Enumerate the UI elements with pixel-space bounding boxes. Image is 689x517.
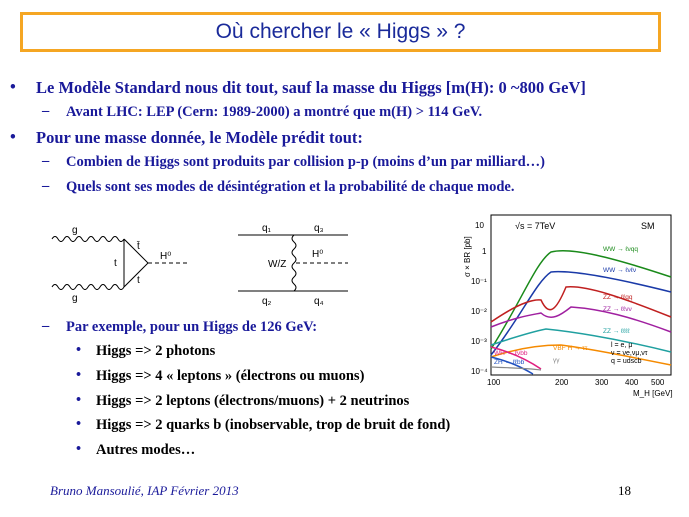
channel-zz-llqq: ZZ → ℓℓqq bbox=[603, 294, 633, 301]
xtick-400: 400 bbox=[625, 378, 639, 387]
ytick-1e-2: 10⁻² bbox=[471, 307, 487, 316]
label-q3: q₃ bbox=[314, 223, 324, 234]
label-tbar: t̄ bbox=[137, 241, 140, 252]
slide-title: Où chercher le « Higgs » ? bbox=[215, 20, 466, 43]
plot-sm: SM bbox=[641, 221, 655, 231]
legend-q: q = udscb bbox=[611, 358, 642, 365]
bullet-example: Par exemple, pour un Higgs de 126 GeV: bbox=[66, 319, 318, 335]
bullet-dot: • bbox=[10, 77, 16, 96]
channel-zh-llbb: ZH → ℓℓbb bbox=[494, 359, 525, 366]
channel-vbf-tautau: VBF H → ττ bbox=[553, 345, 588, 352]
bullet-model-predicts: Pour une masse donnée, le Modèle prédit tout: bbox=[36, 128, 363, 147]
label-q2: q₂ bbox=[262, 296, 272, 306]
label-h0-vbf: H⁰ bbox=[312, 249, 324, 260]
bullet-dot: • bbox=[76, 392, 82, 408]
ytick-1e-4: 10⁻⁴ bbox=[471, 367, 488, 376]
bullet-2-leptons-neutrinos: Higgs => 2 leptons (électrons/muons) + 2 neutrinos bbox=[96, 393, 410, 409]
label-q1: q₁ bbox=[262, 223, 271, 234]
ytick-1e-3: 10⁻³ bbox=[471, 337, 487, 346]
bullet-dot: • bbox=[76, 416, 82, 432]
bullet-decay-modes: Quels sont ses modes de désintégration et la probabilité de chaque mode. bbox=[66, 179, 515, 195]
plot-sqrt-s: √s = 7TeV bbox=[515, 221, 556, 231]
label-g-bottom: g bbox=[72, 293, 78, 304]
bullet-dash: – bbox=[42, 318, 50, 334]
legend-nu: ν = νe,νμ,ντ bbox=[611, 350, 648, 357]
higgs-cross-section-plot bbox=[461, 207, 677, 400]
bullet-2-photons: Higgs => 2 photons bbox=[96, 343, 216, 359]
footer-author: Bruno Mansoulié, IAP Février 2013 bbox=[50, 483, 239, 498]
vbf-diagram bbox=[234, 222, 354, 306]
gluon-fusion-diagram bbox=[50, 222, 195, 304]
bullet-other-modes: Autres modes… bbox=[96, 442, 196, 458]
ytick-10: 10 bbox=[475, 221, 484, 230]
bullet-dash: – bbox=[42, 178, 50, 194]
bullet-higgs-mass: Le Modèle Standard nous dit tout, sauf la masse du Higgs [m(H): 0 ~800 GeV] bbox=[36, 78, 586, 97]
bullet-production: Combien de Higgs sont produits par collision p-p (moins d’un par milliard…) bbox=[66, 154, 545, 170]
bullet-lep: Avant LHC: LEP (Cern: 1989-2000) a montré que m(H) > 114 GeV. bbox=[66, 104, 483, 120]
bullet-2-b-quarks: Higgs => 2 quarks b (inobservable, trop de bruit de fond) bbox=[96, 417, 451, 433]
channel-zz-llll: ZZ → ℓℓℓℓ bbox=[603, 328, 630, 335]
xtick-500: 500 bbox=[651, 378, 665, 387]
label-g-top: g bbox=[72, 225, 78, 236]
plot-ylabel: σ × BR [pb] bbox=[463, 236, 472, 277]
bullet-4-leptons: Higgs => 4 « leptons » (électrons ou muons) bbox=[96, 368, 365, 384]
label-h0: H⁰ bbox=[160, 251, 172, 262]
bullet-dot: • bbox=[76, 367, 82, 383]
label-t-bottom: t bbox=[137, 275, 140, 286]
label-wz: W/Z bbox=[268, 259, 287, 270]
channel-zz-llvv: ZZ → ℓℓνν bbox=[603, 306, 632, 313]
xtick-300: 300 bbox=[595, 378, 609, 387]
bullet-dash: – bbox=[42, 153, 50, 169]
ytick-1e-1: 10⁻¹ bbox=[471, 277, 487, 286]
label-q4: q₄ bbox=[314, 296, 324, 306]
channel-wh-lvbb: WH → ℓνbb bbox=[494, 350, 528, 357]
xtick-100: 100 bbox=[487, 378, 501, 387]
channel-ww-lvqq: WW → ℓνqq bbox=[603, 246, 638, 253]
slide-title-box bbox=[20, 12, 661, 52]
ytick-1: 1 bbox=[482, 247, 487, 256]
page-number: 18 bbox=[618, 483, 631, 498]
channel-gammagamma: γγ bbox=[553, 357, 560, 364]
label-t-left: t bbox=[114, 258, 117, 269]
xtick-200: 200 bbox=[555, 378, 569, 387]
legend-l: l = e, μ bbox=[611, 342, 633, 349]
plot-xlabel: M_H [GeV] bbox=[633, 389, 673, 398]
channel-ww-lvlv: WW → ℓνℓν bbox=[603, 267, 637, 274]
bullet-dot: • bbox=[10, 127, 16, 146]
bullet-dot: • bbox=[76, 441, 82, 457]
bullet-dot: • bbox=[76, 342, 82, 358]
bullet-dash: – bbox=[42, 103, 50, 119]
